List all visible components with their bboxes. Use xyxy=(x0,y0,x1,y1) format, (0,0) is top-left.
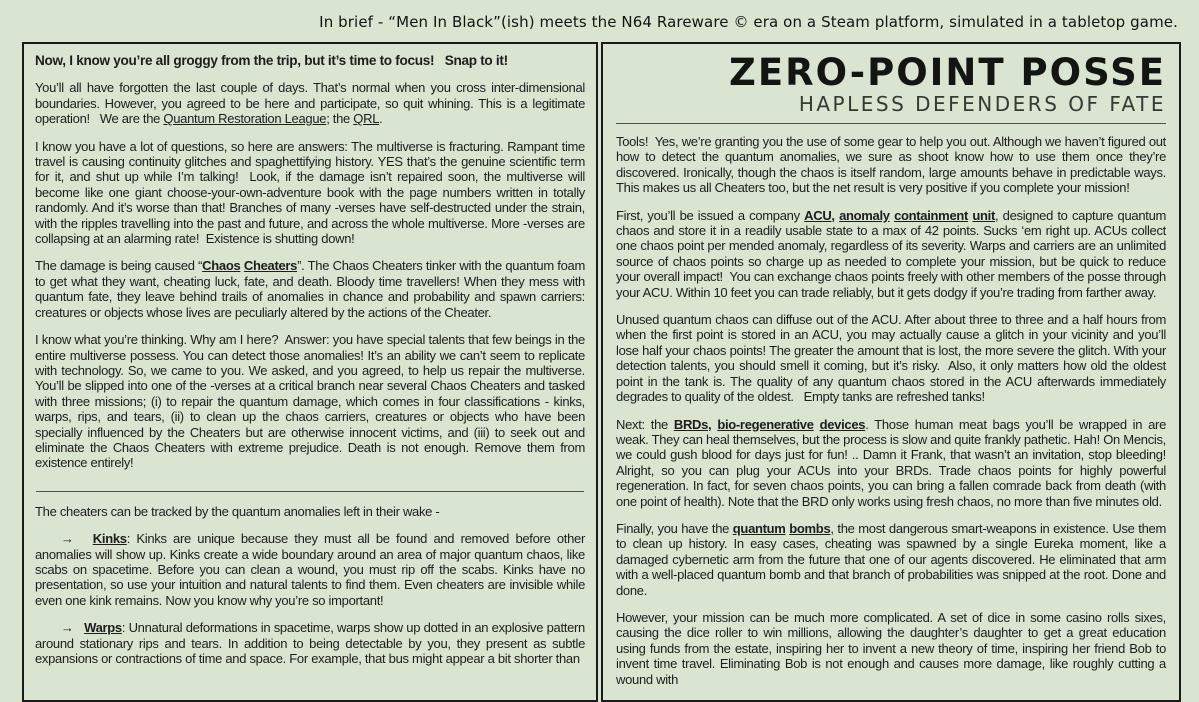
text-run: Now, I know you’re all groggy from the trip, but it’s time to focus! Snap to it! xyxy=(35,53,508,68)
paragraph-quantum-bombs xyxy=(616,521,1166,598)
key-term: Warps xyxy=(84,620,122,636)
key-term: quantum xyxy=(732,520,786,536)
paragraph-chaos-cheaters xyxy=(35,258,585,320)
briefing-content xyxy=(35,53,585,666)
key-term: bombs xyxy=(789,520,831,536)
tools-content xyxy=(616,134,1166,687)
text-run: ”. The Chaos Cheaters tinker with the quantum foam to get what they want, cheating luck, fate, and death. Bloody time travellers! When they mess with quantum fate, they leave behind trails of anomalies in chance and probability and spawn carriers: creatures or objects whose lives are peculiarly altered by the actions of the Cheater. xyxy=(35,258,585,320)
briefing-panel xyxy=(22,42,598,702)
text-run: Finally, you have the xyxy=(616,520,733,536)
text-run: I know what you’re thinking. Why am I here? Answer: you have special talents that few beings in the entire multiverse possess. You can detect those anomalies! It’s an ability we can’t seem to replicate with technology. So, we came to you. We asked, and you agreed, to help us repair the multiverse. You’ll be slipped into one of the -verses at a critical branch near several Chaos Cheaters and tasked with three missions; (i) to repair the quantum damage, which comes in four classifications - kinks, warps, rips, and tears, (ii) to clean up the chaos carriers, creatures or objects who have been specially influenced by the Cheaters but are otherwise innocent victims, and (iii) to seek out and eliminate the Chaos Cheaters with extreme prejudice. Death is not enough. Remove them from existence entirely! xyxy=(35,332,585,471)
text-run: → xyxy=(61,620,85,636)
paragraph-acu xyxy=(616,208,1166,300)
paragraph-tools xyxy=(616,134,1166,196)
text-run: Next: the xyxy=(616,416,674,432)
text-run: ; the xyxy=(326,111,354,127)
text-run: The damage is being caused “ xyxy=(35,258,203,274)
text-run: However, your mission can be much more complicated. A set of dice in some casino rolls sixes, causing the dice roller to win millions, allowing the daughter’s daughter to get a great education using funds from the estate, inspiring her to invent a new theory of time, inspiring her friend Bob to invent time travel. Eliminating Bob is not enough and causes more damage, like roughly cutting a wound with xyxy=(616,609,1166,687)
bullet-kinks xyxy=(35,531,585,608)
paragraph-forgotten xyxy=(35,80,585,126)
key-term: bio-regenerative xyxy=(717,416,814,432)
text-run: You’ll all have forgotten the last couple of days. That’s normal when you cross inter-dimensional boundaries. However, you agreed to be here and participate, so quit whining. This is a legitimate operation! We are the xyxy=(35,80,585,127)
key-term: unit xyxy=(972,207,996,223)
paragraph-tracking-intro xyxy=(35,504,585,519)
in-brief-note: In brief - “Men In Black”(ish) meets the N64 Rareware © era on a Steam platform, simulated in a tabletop game. xyxy=(319,13,1178,31)
text-run: The cheaters can be tracked by the quantum anomalies left in their wake - xyxy=(35,503,440,519)
masthead-divider xyxy=(616,123,1166,124)
briefing-heading xyxy=(35,53,585,68)
key-term: Quantum Restoration League xyxy=(163,111,327,127)
game-title: ZERO-POINT POSSE xyxy=(729,51,1166,94)
text-run: → xyxy=(61,531,93,547)
paragraph-diffusion xyxy=(616,312,1166,404)
text-run: Tools! Yes, we’re granting you the use of some gear to help you out. Although we haven’t figured out how to detect the quantum anomalies, we sure as shoot know how to use them once they’re discovered. Ironically, though the chaos is itself random, large amounts behave in predictable ways. This makes us all Cheaters too, but the net result is very positive if you complete your mission! xyxy=(616,134,1166,196)
key-term: containment xyxy=(894,207,969,223)
text-run: I know you have a lot of questions, so here are answers: The multiverse is fracturing. Rampant time travel is causing continuity glitches and spaghettifying history. YES that’s the genuine scientific term for it, and shut up while I’m talking! Look, if the damage isn’t repaired soon, the multiverse will become like one giant choose-your-own-adventure book with the page numbers written in totally randomly. And it’s worse than that! Branches of many -verses have self-destructed under the strain, with the ripples travelling into the past and future, and across the whole multiverse. More -verses are collapsing at an alarming rate! Existence is shutting down! xyxy=(35,138,585,247)
key-term: QRL xyxy=(353,111,380,127)
text-run: . xyxy=(379,111,383,127)
text-run: First, you’ll be issued a company xyxy=(616,207,805,223)
key-term: Chaos xyxy=(202,258,241,274)
paragraph-answers xyxy=(35,139,585,247)
paragraph-brd xyxy=(616,417,1166,509)
tools-panel xyxy=(601,42,1181,702)
key-term: BRDs, xyxy=(673,416,712,432)
text-run: : Kinks are unique because they must all be found and removed before other anomalies will show up. Kinks create a wide boundary around an area of major quantum chaos, like scabs on spacetime. Before you can clean a wound, you must rip off the scabs. Kinks have no presentation, so use your intuition and natural talents to find them. Even cheaters are invisible while even one kink remains. Now you know why you’re so important! xyxy=(35,531,585,608)
key-term: devices xyxy=(819,416,866,432)
text-run: : Unnatural deformations in spacetime, warps show up dotted in an explosive pattern around stationary rips and tears. In addition to being detectable by you, they present as subtle expansions or contractions of time and space. For example, that bus might appear a bit shorter than xyxy=(35,620,585,666)
paragraph-why-am-i-here xyxy=(35,332,585,471)
text-run: Unused quantum chaos can diffuse out of the ACU. After about three to three and a half hours from when the first point is stored in an ACU, you may actually cause a glitch in your vicinity and you’ll lose half your chaos points! The greater the amount that is lost, the more severe the glitch. With your detection talents, you should smell it coming, but it’s risky. Also, it only matters how old the oldest point in the tank is. The quality of any quantum chaos stored in the ACU afterwards immediately degrades to quality of the oldest. Empty tanks are refreshed tanks! xyxy=(616,312,1166,405)
key-term: anomaly xyxy=(839,207,890,223)
key-term: Kinks xyxy=(92,531,127,547)
two-column-layout xyxy=(22,42,1181,702)
game-subtitle: HAPLESS DEFENDERS OF FATE xyxy=(798,92,1166,116)
tracking-section-divider xyxy=(36,491,584,492)
paragraph-complicated-mission xyxy=(616,610,1166,687)
text-run: , the most dangerous smart-weapons in existence. Use them to clean up history. In easy cases, cheating was spawned by a single Eureka moment, like a damaged cybernetic arm from the future that one of our agents discovered. He eliminated that arm with a well-placed quantum bomb and that branch of probabilities was snipped at the root. Done and done. xyxy=(616,520,1166,598)
text-run: , designed to capture quantum chaos and store it in a readily usable state to a max of 42 points. Sucks ‘em right up. ACUs collect one chaos point per mended anomaly, regardless of its severity. Warps and carriers are an unlimited source of chaos points so charge up as needed to complete your mission, but be quick to reduce your overall impact! You can exchange chaos points freely with other members of the posse through your ACU. Within 10 feet you can trade reliably, but it gets dodgy if you’re trading from farther away. xyxy=(616,207,1167,300)
key-term: Cheaters xyxy=(243,258,298,274)
key-term: ACU, xyxy=(804,207,835,223)
bullet-warps xyxy=(35,620,585,666)
text-run: . Those human meat bags you’ll be wrapped in are weak. They can heal themselves, but the process is slow and quite frankly pathetic. Hah! On Mencis, we could gush blood for days just for fun! .. Damn it Frank, that wasn’t an invitation, stop bleeding! Alright, so you can plug your ACUs into your BRDs. Trade chaos points for highly powerful regeneration. In fact, for seven chaos points, you can bring a fallen comrade back from death (with one point of health). Note that the BRD only works using fresh chaos, no more than five minutes old. xyxy=(616,416,1167,509)
